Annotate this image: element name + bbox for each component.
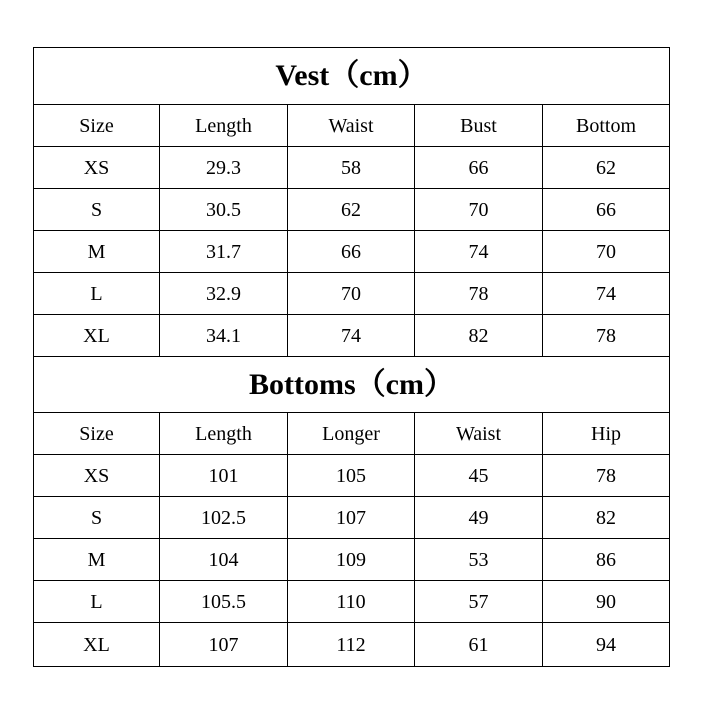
bottoms-table-cell: 53 bbox=[415, 539, 543, 581]
bottoms-table-cell: 109 bbox=[288, 539, 415, 581]
bottoms-table-cell: 78 bbox=[543, 455, 670, 497]
vest-column-header: Length bbox=[160, 105, 288, 147]
bottoms-table-cell: 101 bbox=[160, 455, 288, 497]
bottoms-column-header: Hip bbox=[543, 413, 670, 455]
bottoms-table-cell: 86 bbox=[543, 539, 670, 581]
bottoms-table-row bbox=[34, 455, 670, 497]
bottoms-table-cell: 49 bbox=[415, 497, 543, 539]
bottoms-table-cell: 102.5 bbox=[160, 497, 288, 539]
vest-table-cell: 30.5 bbox=[160, 189, 288, 231]
bottoms-unit: cm bbox=[385, 367, 424, 401]
vest-table-cell: 82 bbox=[415, 315, 543, 357]
vest-table-cell: 74 bbox=[543, 273, 670, 315]
bottoms-table-cell: 112 bbox=[288, 623, 415, 667]
vest-table-cell: S bbox=[34, 189, 160, 231]
vest-column-header: Bottom bbox=[543, 105, 670, 147]
vest-table-cell: 70 bbox=[415, 189, 543, 231]
vest-column-header: Bust bbox=[415, 105, 543, 147]
vest-table-row bbox=[34, 189, 670, 231]
vest-table-cell: XS bbox=[34, 147, 160, 189]
bottoms-table-cell: L bbox=[34, 581, 160, 623]
bottoms-table-cell: M bbox=[34, 539, 160, 581]
size-chart-table bbox=[33, 47, 670, 667]
vest-column-header: Size bbox=[34, 105, 160, 147]
bottoms-table-cell: 45 bbox=[415, 455, 543, 497]
vest-unit: cm bbox=[359, 59, 398, 92]
bottoms-table-row bbox=[34, 497, 670, 539]
vest-table-cell: 70 bbox=[288, 273, 415, 315]
vest-table-cell: 70 bbox=[543, 231, 670, 273]
vest-title-text: Vest bbox=[275, 59, 330, 92]
bottoms-table-row bbox=[34, 539, 670, 581]
bottoms-table-cell: 110 bbox=[288, 581, 415, 623]
bottoms-table-cell: XL bbox=[34, 623, 160, 667]
bottoms-table-cell: 107 bbox=[160, 623, 288, 667]
bottoms-title: Bottoms（cm） bbox=[34, 357, 670, 413]
vest-table-cell: 74 bbox=[288, 315, 415, 357]
vest-header-row bbox=[34, 105, 670, 147]
bottoms-title-row bbox=[34, 357, 670, 413]
vest-table-cell: 74 bbox=[415, 231, 543, 273]
bottoms-table-cell: 82 bbox=[543, 497, 670, 539]
bottoms-column-header: Size bbox=[34, 413, 160, 455]
vest-table-row bbox=[34, 231, 670, 273]
vest-table-cell: XL bbox=[34, 315, 160, 357]
bottoms-table-cell: 107 bbox=[288, 497, 415, 539]
bottoms-table-cell: 57 bbox=[415, 581, 543, 623]
bottoms-column-header: Length bbox=[160, 413, 288, 455]
vest-table-cell: L bbox=[34, 273, 160, 315]
vest-table-cell: 62 bbox=[543, 147, 670, 189]
vest-table-cell: 32.9 bbox=[160, 273, 288, 315]
bottoms-column-header: Longer bbox=[288, 413, 415, 455]
vest-title: Vest（cm） bbox=[34, 48, 670, 105]
bottoms-title-text: Bottoms bbox=[249, 367, 356, 401]
vest-title-row bbox=[34, 48, 670, 105]
vest-table-cell: 78 bbox=[543, 315, 670, 357]
vest-table-cell: 29.3 bbox=[160, 147, 288, 189]
bottoms-table-cell: S bbox=[34, 497, 160, 539]
bottoms-table-cell: 105 bbox=[288, 455, 415, 497]
vest-table-row bbox=[34, 147, 670, 189]
vest-table-cell: 66 bbox=[543, 189, 670, 231]
vest-column-header: Waist bbox=[288, 105, 415, 147]
bottoms-table-cell: 94 bbox=[543, 623, 670, 667]
vest-table-row bbox=[34, 273, 670, 315]
vest-table-cell: 78 bbox=[415, 273, 543, 315]
bottoms-table-cell: 90 bbox=[543, 581, 670, 623]
vest-table-cell: 34.1 bbox=[160, 315, 288, 357]
vest-table-cell: 66 bbox=[288, 231, 415, 273]
vest-table-cell: 66 bbox=[415, 147, 543, 189]
vest-table-cell: M bbox=[34, 231, 160, 273]
bottoms-table-row bbox=[34, 581, 670, 623]
bottoms-table-cell: 104 bbox=[160, 539, 288, 581]
bottoms-table-cell: 105.5 bbox=[160, 581, 288, 623]
bottoms-table-cell: 61 bbox=[415, 623, 543, 667]
vest-table-cell: 58 bbox=[288, 147, 415, 189]
bottoms-table-row bbox=[34, 623, 670, 667]
bottoms-table-cell: XS bbox=[34, 455, 160, 497]
vest-table-cell: 62 bbox=[288, 189, 415, 231]
bottoms-column-header: Waist bbox=[415, 413, 543, 455]
vest-table-row bbox=[34, 315, 670, 357]
vest-table-cell: 31.7 bbox=[160, 231, 288, 273]
bottoms-header-row bbox=[34, 413, 670, 455]
